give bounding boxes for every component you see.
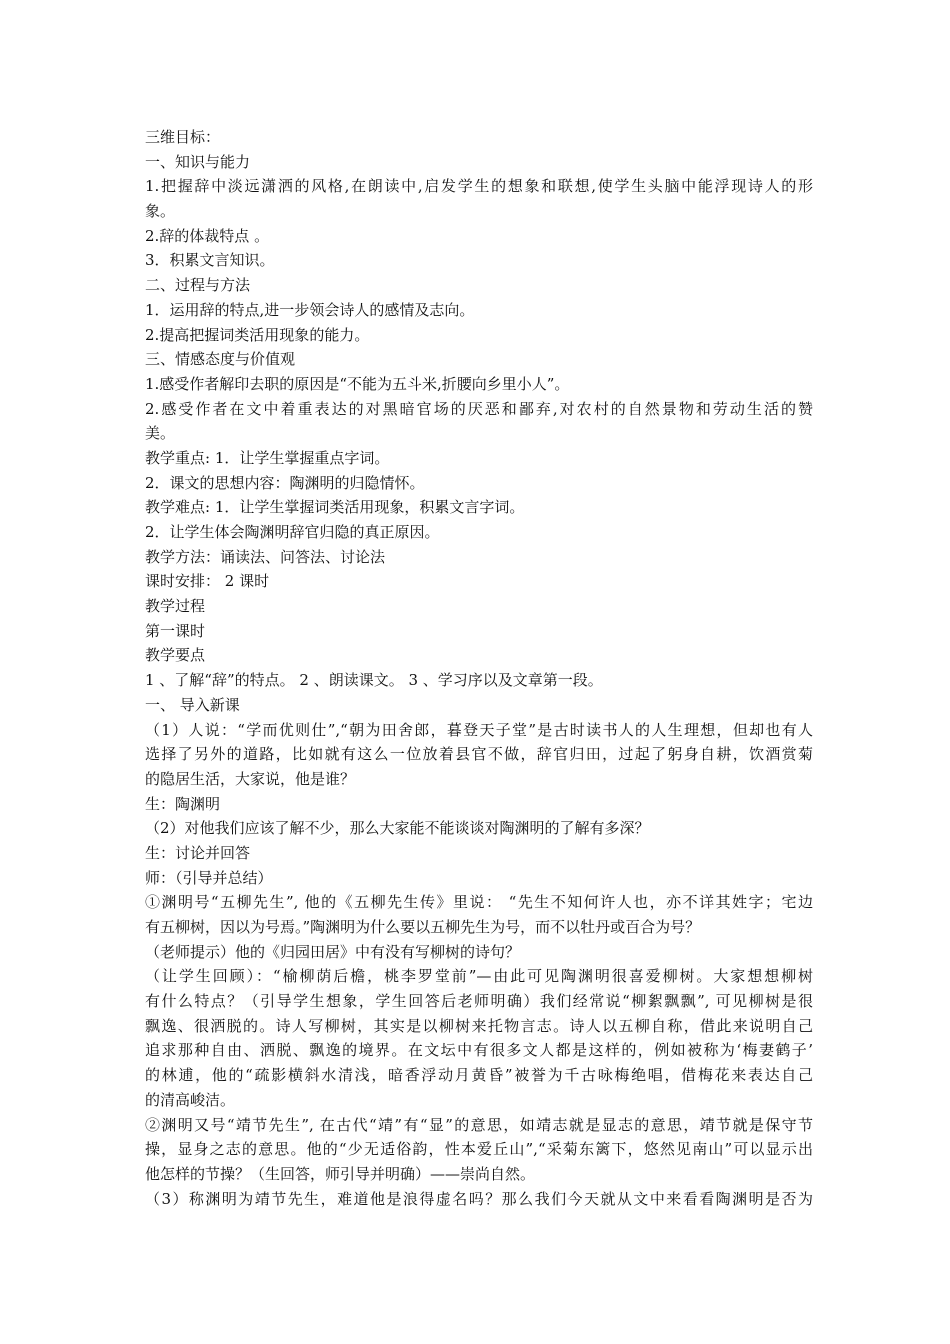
paragraph-line: 1 、了解“辞”的特点。 2 、朗读课文。 3 、学习序以及文章第一段。 <box>145 671 603 690</box>
paragraph-line: 象。 <box>145 202 176 221</box>
paragraph-line: ②渊明又号“靖节先生”, 在古代“靖”有“显”的意思，如靖志就是显志的意思，靖节就是保守节 <box>145 1115 813 1134</box>
paragraph-line: 2．让学生体会陶渊明辞官归隐的真正原因。 <box>145 523 440 541</box>
paragraph-line: 2．课文的思想内容：陶渊明的归隐情怀。 <box>145 473 425 492</box>
section-heading: 第一课时 <box>145 621 206 640</box>
paragraph-line: 师：（引导并总结） <box>145 868 273 887</box>
paragraph-line: 的林逋，他的“疏影横斜水清浅，暗香浮动月黄昏”被誉为千古咏梅绝唱，借梅花来表达自己 <box>145 1066 813 1085</box>
paragraph-line: 操，显身之志的意思。他的“少无适俗韵，性本爱丘山”,“采菊东篱下，悠然见南山”可以显示出 <box>145 1140 813 1159</box>
teaching-method: 教学方法：诵读法、问答法、讨论法 <box>145 547 386 566</box>
paragraph-line: 2.辞的体裁特点 。 <box>145 226 270 245</box>
section-heading: 一、知识与能力 <box>145 152 251 171</box>
paragraph-line: 生：讨论并回答 <box>145 843 251 862</box>
paragraph-line: 飘逸、很洒脱的。诗人写柳树，其实是以柳树来托物言志。诗人以五柳自称，借此来说明自己 <box>145 1016 813 1035</box>
section-heading: 教学要点 <box>145 646 206 665</box>
paragraph-line: 的隐居生活，大家说，他是谁？ <box>145 769 356 788</box>
paragraph-line: 追求那种自由、洒脱、飘逸的境界。在文坛中有很多文人都是这样的，例如被称为‘梅妻鹤子’ <box>145 1041 813 1060</box>
paragraph-line: （让学生回顾）：“榆柳荫后檐，桃李罗堂前”—由此可见陶渊明很喜爱柳树。大家想想柳树 <box>145 967 813 986</box>
paragraph-line: 3．积累文言知识。 <box>145 251 275 270</box>
heading-objectives: 三维目标： <box>145 128 221 146</box>
section-heading: 一、 导入新课 <box>145 695 240 714</box>
paragraph-line: 1.感受作者解印去职的原因是“不能为五斗米,折腰向乡里小人”。 <box>145 374 570 393</box>
paragraph-line: （2）对他我们应该了解不少，那么大家能不能谈谈对陶渊明的了解有多深？ <box>145 819 650 838</box>
paragraph-line: 有什么特点？（引导学生想象，学生回答后老师明确）我们经常说“柳絮飘飘”, 可见柳树是很 <box>145 992 813 1011</box>
paragraph-line: （1）人说：“学而优则仕”,“朝为田舍郎，暮登天子堂”是古时读书人的人生理想，但却也有人 <box>145 720 813 739</box>
teaching-difficulty: 教学难点: 1．让学生掌握词类活用现象，积累文言字词。 <box>145 498 525 517</box>
paragraph-line: 选择了另外的道路，比如就有这么一位放着县官不做，辞官归田，过起了躬身自耕，饮酒赏菊 <box>145 745 813 764</box>
teaching-focus: 教学重点: 1．让学生掌握重点字词。 <box>145 448 390 467</box>
paragraph-line: 1.把握辞中淡远潇洒的风格,在朗读中,启发学生的想象和联想,使学生头脑中能浮现诗人的形 <box>145 177 813 196</box>
document-body <box>145 125 813 1211</box>
paragraph-line: 的清高峻洁。 <box>145 1090 236 1109</box>
paragraph-line: ①渊明号“五柳先生”, 他的《五柳先生传》里说： “先生不知何许人也，亦不详其姓字；宅边 <box>145 893 813 912</box>
paragraph-line: （3）称渊明为靖节先生，难道他是浪得虚名吗？那么我们今天就从文中来看看陶渊明是否为 <box>145 1189 813 1208</box>
paragraph-line: （老师提示）他的《归园田居》中有没有写柳树的诗句？ <box>145 942 521 961</box>
section-heading: 二、过程与方法 <box>145 276 251 295</box>
section-heading: 三、情感态度与价值观 <box>145 350 296 369</box>
paragraph-line: 生：陶渊明 <box>145 794 221 813</box>
paragraph-line: 有五柳树，因以为号焉。”陶渊明为什么要以五柳先生为号，而不以牡丹或百合为号？ <box>145 918 701 936</box>
class-schedule: 课时安排： 2 课时 <box>145 572 270 591</box>
paragraph-line: 2.感受作者在文中着重表达的对黑暗官场的厌恶和鄙弃,对农村的自然景物和劳动生活的赞 <box>145 399 813 418</box>
paragraph-line: 他怎样的节操？（生回答，师引导并明确）——崇尚自然。 <box>145 1164 536 1183</box>
paragraph-line: 2.提高把握词类活用现象的能力。 <box>145 325 370 344</box>
paragraph-line: 1．运用辞的特点,进一步领会诗人的感情及志向。 <box>145 300 475 319</box>
paragraph-line: 美。 <box>145 424 176 443</box>
section-heading: 教学过程 <box>145 597 206 616</box>
